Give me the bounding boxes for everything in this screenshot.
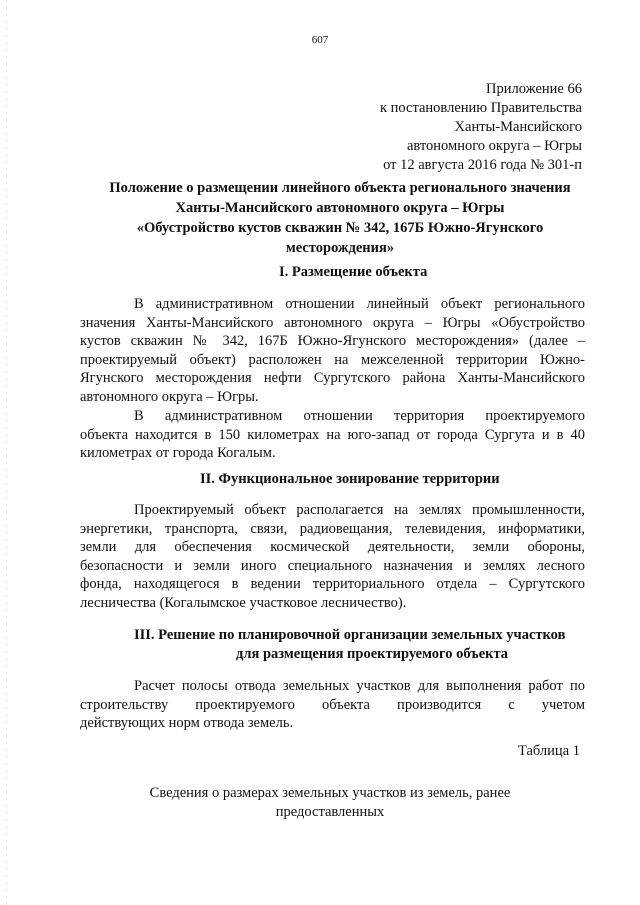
paragraph-line: действующих норм отвода земель. <box>80 715 294 732</box>
scan-edge-marks <box>6 0 7 905</box>
appendix-line: автономного округа – Югры <box>406 138 582 154</box>
paragraph-line: В административном отношении территория проектируемого <box>134 408 585 424</box>
section1-paragraph-1 <box>80 295 585 407</box>
paragraph-line: безопасности и земли иного специального назначения и землях лесного <box>80 557 585 574</box>
section2-paragraph-1 <box>80 501 585 613</box>
appendix-reference <box>380 80 582 175</box>
paragraph-line: объекта находится в 150 километрах на юго-запад от города Сургута и в 40 <box>80 426 585 443</box>
paragraph-line: Расчет полосы отвода земельных участков для выполнения работ по <box>134 678 585 694</box>
paragraph-line: строительству проектируемого объекта производится с учетом <box>80 696 585 713</box>
table-caption <box>80 784 580 822</box>
appendix-line: от 12 августа 2016 года № 301-п <box>383 157 582 173</box>
table-label: Таблица 1 <box>517 743 580 759</box>
section2-heading: II. Функциональное зонирование территории <box>200 471 500 487</box>
appendix-line: Ханты-Мансийского <box>454 119 582 135</box>
title-line: Ханты-Мансийского автономного округа – Югры <box>175 200 505 216</box>
paragraph-line: Проектируемый объект располагается на землях промышленности, <box>134 502 585 518</box>
paragraph-line: автономного округа – Югры. <box>80 388 259 405</box>
caption-line: предоставленных <box>275 804 385 820</box>
section3-paragraph-1 <box>80 677 585 733</box>
section3-heading-line-1: III. Решение по планировочной организации земельных участков <box>134 627 566 643</box>
title-line: «Обустройство кустов скважин № 342, 167Б Южно-Ягунского <box>136 220 544 236</box>
paragraph-line: лесничества (Когалымское участковое лесничество). <box>80 594 407 611</box>
appendix-line: Приложение 66 <box>486 81 582 97</box>
paragraph-line: километрах от города Когалым. <box>80 445 276 462</box>
document-title <box>80 178 600 258</box>
paragraph-line: В административном отношении линейный объект регионального <box>134 296 585 312</box>
paragraph-line: значения Ханты-Мансийского автономного округа – Югры «Обустройство <box>80 314 585 331</box>
paragraph-line: энергетики, транспорта, связи, радиовещания, телевидения, информатики, <box>80 520 585 537</box>
caption-line: Сведения о размерах земельных участков из земель, ранее <box>149 785 511 801</box>
page-number: 607 <box>311 34 329 46</box>
appendix-line: к постановлению Правительства <box>380 100 582 116</box>
section1-heading: I. Размещение объекта <box>279 264 428 280</box>
title-line: месторождения» <box>285 240 395 256</box>
section1-paragraph-2 <box>80 407 585 463</box>
section3-heading-line-2: для размещения проектируемого объекта <box>236 646 509 662</box>
paragraph-line: проектируемый объект) расположен на межселенной территории Южно- <box>80 351 585 368</box>
paragraph-line: земли для обеспечения космической деятельности, земли обороны, <box>80 539 585 556</box>
paragraph-line: фонда, находящегося в ведении территориального отдела – Сургутского <box>80 576 585 593</box>
paragraph-line: Ягунского месторождения нефти Сургутского района Ханты-Мансийского <box>80 370 585 387</box>
paragraph-line: кустов скважин № 342, 167Б Южно-Ягунского месторождения» (далее – <box>80 333 585 350</box>
title-line: Положение о размещении линейного объекта регионального значения <box>109 180 571 196</box>
